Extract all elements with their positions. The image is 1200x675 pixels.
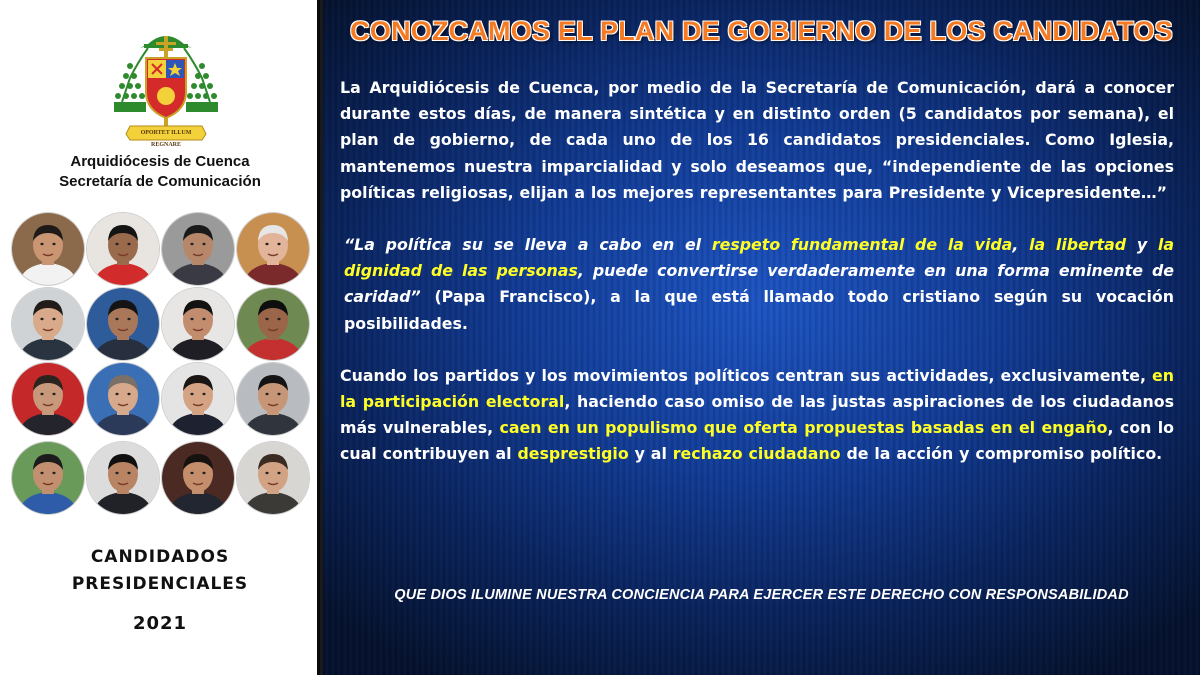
paragraph-text: de la acción y compromiso político.	[840, 444, 1163, 464]
quote-attribution: (Papa Francisco), a la que está llamado todo cristiano según su vocación posibilidades.	[344, 287, 1174, 333]
sidebar	[0, 0, 320, 675]
closing-message: QUE DIOS ILUMINE NUESTRA CONCIENCIA PARA EJERCER ESTE DERECHO CON RESPONSABILIDAD	[394, 587, 1129, 603]
candidate-portrait-icon	[12, 442, 84, 514]
candidates-year: 2021	[132, 613, 188, 634]
candidate-portrait-icon	[12, 213, 84, 285]
candidate-portrait-icon	[237, 213, 309, 285]
paragraph-text: , con lo cual contribuyen al	[340, 418, 1174, 464]
page-title: CONOZCAMOS EL PLAN DE GOBIERNO DE LOS CANDIDATOS	[350, 16, 1173, 46]
candidate-portrait-icon	[237, 442, 309, 514]
motto-banner-text: OPORTET ILLUM REGNARE	[140, 130, 192, 148]
paragraph-highlight: caen en un populismo que oferta propuestas basadas en el engaño	[499, 418, 1108, 438]
main-panel	[323, 0, 1200, 675]
quote-text: ,	[1012, 235, 1030, 255]
candidate-portrait-icon	[162, 288, 234, 360]
quote-paragraph	[340, 232, 1174, 337]
quote-text: “La política su se lleva a cabo en el	[344, 235, 712, 255]
candidate-portrait-icon	[162, 442, 234, 514]
body-text	[340, 75, 1174, 468]
org-name: Arquidiócesis de Cuenca	[70, 153, 250, 170]
paragraph-text: , haciendo caso omiso de las justas aspiraciones de los ciudadanos más vulnerables,	[340, 392, 1174, 438]
quote-highlight: la dignidad de las personas	[344, 235, 1174, 281]
candidate-portrait-icon	[87, 213, 159, 285]
populism-paragraph	[340, 363, 1174, 468]
intro-paragraph: La Arquidiócesis de Cuenca, por medio de la Secretaría de Comunicación, dará a conocer durante estos días, de manera sintética y en distinto orden (5 candidatos por semana), el plan de gobierno, de cada uno de los 16 candidatos presidenciales. Como Iglesia, mantenemos nuestra imparcialidad y solo deseamos que, “independiente de las opciones políticas religiosas, elijan a los mejores representantes para Presidente y Vicepresidente…”	[340, 78, 1174, 202]
quote-highlight: la libertad	[1029, 235, 1127, 255]
candidate-photo-grid	[12, 213, 308, 523]
candidate-portrait-icon	[12, 288, 84, 360]
organization-name	[0, 152, 320, 192]
paragraph-highlight: en la participación electoral	[340, 365, 1174, 412]
candidate-portrait-icon	[87, 442, 159, 514]
candidate-portrait-icon	[237, 363, 309, 435]
candidate-portrait-icon	[12, 363, 84, 435]
quote-highlight: respeto fundamental de la vida	[711, 235, 1013, 255]
candidate-portrait-icon	[162, 213, 234, 285]
candidate-portrait-icon	[87, 288, 159, 360]
quote-text: , puede convertirse verdaderamente en una forma eminente de caridad”	[344, 261, 1174, 307]
candidate-portrait-icon	[162, 363, 234, 435]
candidates-line2: PRESIDENCIALES	[71, 574, 249, 594]
candidate-portrait-icon	[87, 363, 159, 435]
org-department: Secretaría de Comunicación	[59, 173, 261, 190]
candidates-line1: CANDIDADOS	[90, 547, 230, 567]
quote-text: y	[1126, 235, 1158, 255]
paragraph-text: Cuando los partidos y los movimientos políticos centran sus actividades, exclusivamente,	[340, 365, 1153, 385]
archdiocese-coat-of-arms-icon	[108, 22, 224, 152]
candidates-caption	[0, 544, 320, 637]
candidate-portrait-icon	[237, 288, 309, 360]
paragraph-text: y al	[628, 444, 673, 464]
paragraph-highlight: desprestigio	[517, 444, 629, 464]
paragraph-highlight: rechazo ciudadano	[672, 444, 841, 464]
